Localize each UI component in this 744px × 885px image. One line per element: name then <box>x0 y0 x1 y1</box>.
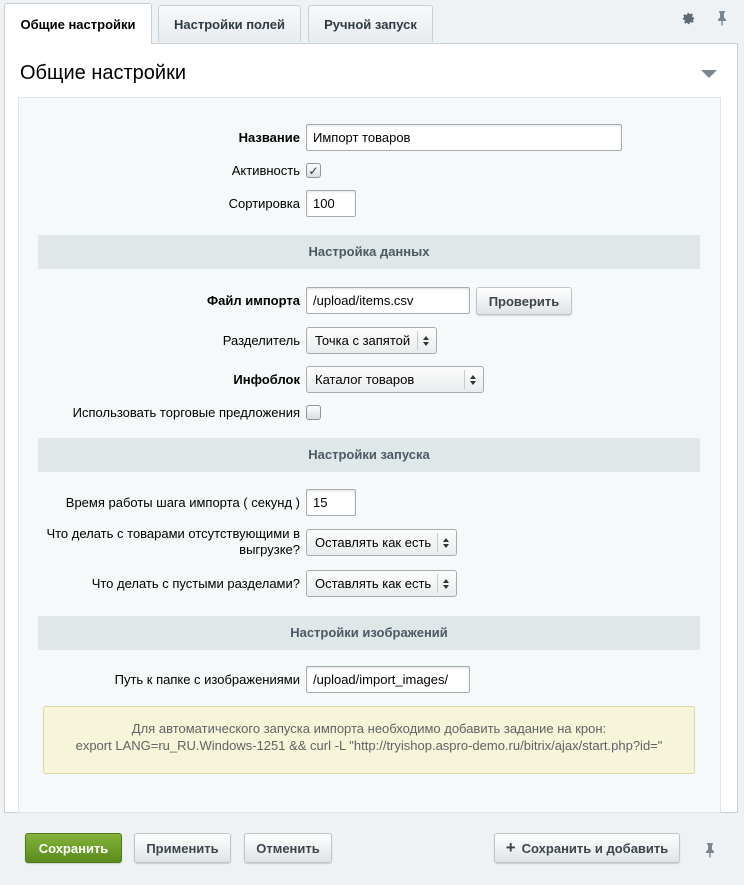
empty-sections-value: Оставлять как есть <box>315 576 432 591</box>
missing-items-label-line2: выгрузке? <box>239 542 300 557</box>
select-arrows-icon <box>440 530 452 555</box>
section-images-header: Настройки изображений <box>38 616 700 650</box>
name-input[interactable]: Импорт товаров <box>306 124 622 151</box>
use-offers-checkbox[interactable] <box>306 405 321 420</box>
save-and-add-label: Сохранить и добавить <box>521 840 669 856</box>
cancel-button[interactable]: Отменить <box>244 833 332 863</box>
sort-label: Сортировка <box>228 196 300 211</box>
name-label: Название <box>238 130 300 145</box>
tab-general-settings[interactable]: Общие настройки <box>4 3 152 44</box>
apply-button[interactable]: Применить <box>134 833 231 863</box>
iblock-label: Инфоблок <box>233 372 300 387</box>
iblock-select[interactable] <box>306 366 484 393</box>
select-arrows-icon <box>440 571 452 596</box>
active-label: Активность <box>231 163 300 178</box>
active-checkbox[interactable]: ✓ <box>306 163 321 178</box>
separator-value: Точка с запятой <box>315 333 411 348</box>
step-time-input[interactable]: 15 <box>306 489 356 516</box>
section-launch-header: Настройки запуска <box>38 438 700 472</box>
gear-icon[interactable] <box>680 10 696 26</box>
footer-bar <box>0 814 744 885</box>
tab-manual-run[interactable]: Ручной запуск <box>308 5 433 42</box>
tab-field-settings[interactable]: Настройки полей <box>158 5 301 42</box>
save-and-add-button[interactable] <box>494 833 680 863</box>
sort-input[interactable]: 100 <box>306 190 356 217</box>
empty-sections-label: Что делать с пустыми разделами? <box>91 576 300 591</box>
save-button[interactable]: Сохранить <box>25 833 122 863</box>
images-path-label: Путь к папке с изображениями <box>114 672 300 687</box>
settings-panel <box>4 43 738 813</box>
tab-bar <box>0 0 744 42</box>
separator-select[interactable] <box>306 327 437 354</box>
collapse-arrow-icon[interactable] <box>701 70 717 78</box>
missing-items-label <box>46 526 300 558</box>
section-data-header: Настройка данных <box>38 235 700 269</box>
cron-note-line2: export LANG=ru_RU.Windows-1251 && curl -L "http://tryishop.aspro-demo.ru/bitrix/ajax/start.php?id=" <box>75 738 663 753</box>
use-offers-label: Использовать торговые предложения <box>72 405 300 420</box>
missing-items-value: Оставлять как есть <box>315 535 432 550</box>
settings-form <box>18 97 721 813</box>
pin-icon[interactable] <box>714 10 730 26</box>
images-path-input[interactable]: /upload/import_images/ <box>306 666 470 693</box>
missing-items-label-line1: Что делать с товарами отсутствующими в <box>46 526 300 541</box>
plus-icon: + <box>505 838 516 857</box>
import-file-input[interactable]: /upload/items.csv <box>306 287 470 314</box>
separator-label: Разделитель <box>222 333 300 348</box>
step-time-label: Время работы шага импорта ( секунд ) <box>65 495 300 510</box>
empty-sections-select[interactable] <box>306 570 457 597</box>
cron-note-line1: Для автоматического запуска импорта необходимо добавить задание на крон: <box>131 721 607 736</box>
select-arrows-icon <box>467 367 479 392</box>
missing-items-select[interactable] <box>306 529 457 556</box>
cron-note <box>43 706 695 774</box>
iblock-value: Каталог товаров <box>315 372 415 387</box>
pin-icon[interactable] <box>704 842 716 862</box>
select-arrows-icon <box>420 328 432 353</box>
import-file-label: Файл импорта <box>207 293 300 308</box>
page-title: Общие настройки <box>20 62 186 84</box>
check-file-button[interactable]: Проверить <box>476 287 572 315</box>
